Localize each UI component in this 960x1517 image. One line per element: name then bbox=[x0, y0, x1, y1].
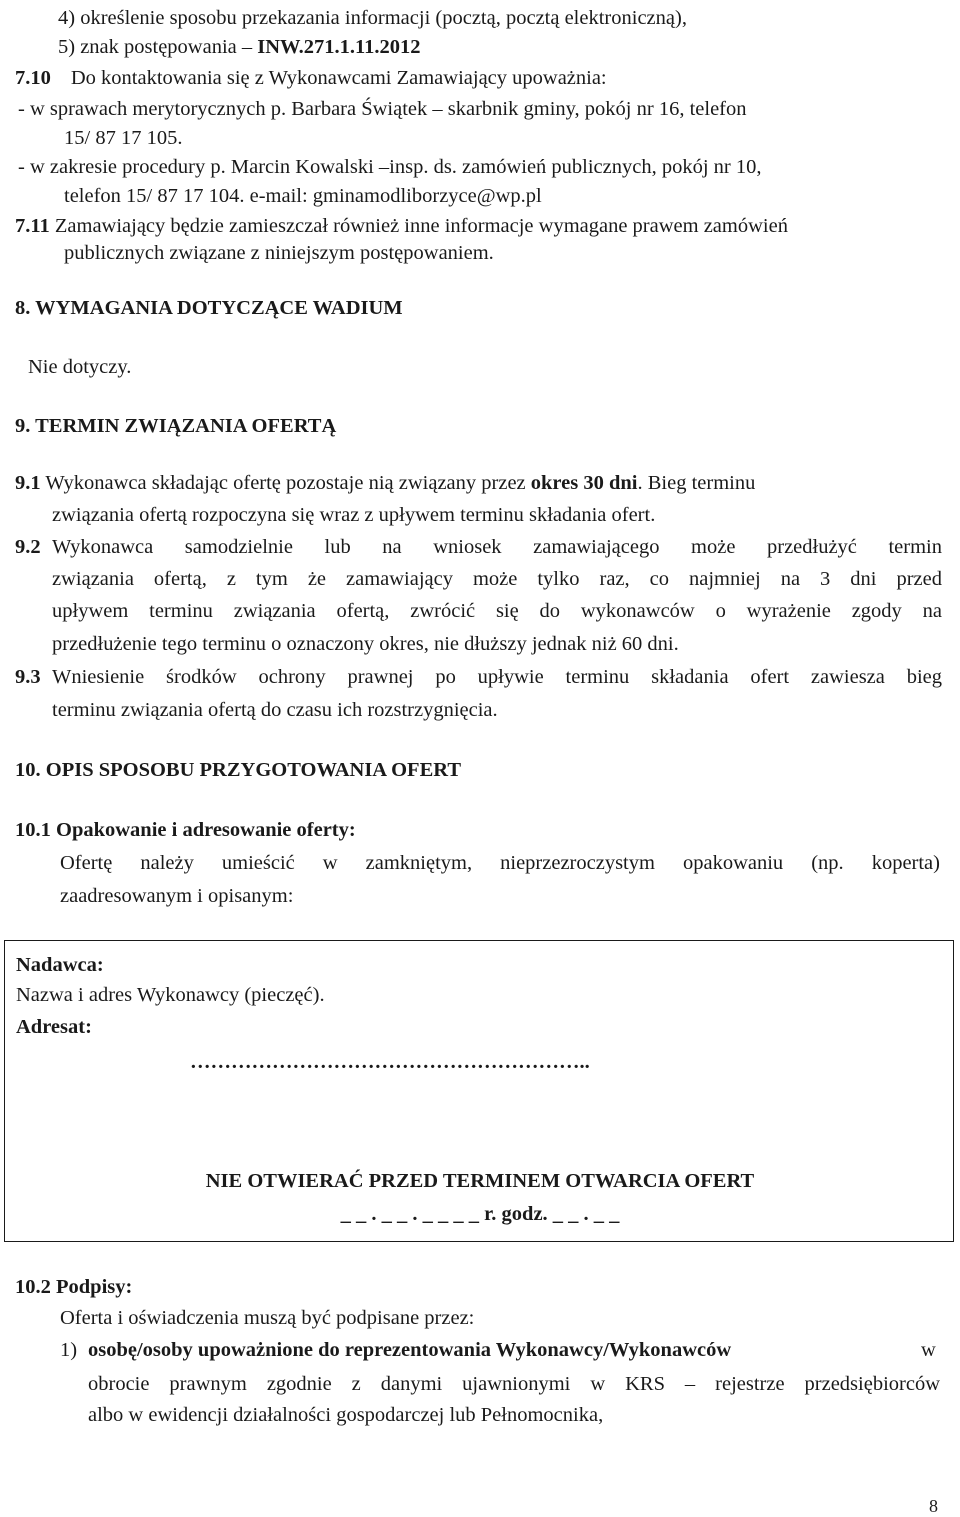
contact-merit-phone: 15/ 87 17 105. bbox=[64, 127, 183, 149]
sender-text: Nazwa i adres Wykonawcy (pieczęć). bbox=[16, 984, 325, 1006]
list-item-1-line-2: obrocie prawnym zgodnie z danymi ujawnionymi w KRS – rejestrze przedsiębiorców bbox=[88, 1373, 940, 1395]
date-time-line: _ _ . _ _ . _ _ _ _ r. godz. _ _ . _ _ bbox=[340, 1203, 620, 1225]
contact-procedure: - w zakresie procedury p. Marcin Kowalski –insp. ds. zamówień publicznych, pokój nr 10, bbox=[18, 156, 762, 178]
list-item-1-bold: osobę/osoby upoważnione do reprezentowania Wykonawcy/Wykonawców bbox=[88, 1339, 732, 1361]
page-number: 8 bbox=[929, 1496, 938, 1516]
heading-section-8: 8. WYMAGANIA DOTYCZĄCE WADIUM bbox=[15, 297, 403, 319]
item-5: 5) znak postępowania – INW.271.1.11.2012 bbox=[58, 36, 421, 58]
paragraph-9-3-line-1: Wniesienie środków ochrony prawnej po upływie terminu składania ofert zawiesza bieg bbox=[52, 666, 942, 688]
section-8-text: Nie dotyczy. bbox=[28, 356, 132, 378]
heading-section-10: 10. OPIS SPOSOBU PRZYGOTOWANIA OFERT bbox=[15, 759, 461, 781]
heading-10-2: 10.2 Podpisy: bbox=[15, 1276, 133, 1298]
addressee-dots: ………………………………………………….. bbox=[190, 1051, 590, 1073]
paragraph-9-3-num bbox=[15, 665, 41, 689]
paragraph-7-11: 7.11 Zamawiający będzie zamieszczał również inne informacje wymagane prawem zamówień bbox=[15, 215, 788, 237]
do-not-open-line: NIE OTWIERAĆ PRZED TERMINEM OTWARCIA OFERT bbox=[205, 1170, 755, 1192]
paragraph-7-11-cont: publicznych związane z niniejszym postępowaniem. bbox=[64, 242, 494, 264]
paragraph-9-3-number: 9.3 bbox=[15, 666, 41, 688]
paragraph-10-1-line-1: Ofertę należy umieścić w zamkniętym, nieprzezroczystym opakowaniu (np. koperta) bbox=[60, 852, 940, 874]
paragraph-9-2-line-2: związania ofertą, z tym że zamawiający może tylko raz, co najmniej na 3 dni przed bbox=[52, 568, 942, 590]
paragraph-9-3-line-2: terminu związania ofertą do czasu ich rozstrzygnięcia. bbox=[52, 699, 498, 721]
heading-section-9: 9. TERMIN ZWIĄZANIA OFERTĄ bbox=[15, 415, 337, 437]
contact-procedure-phone-email: telefon 15/ 87 17 104. e-mail: gminamodliborzyce@wp.pl bbox=[64, 185, 542, 207]
paragraph-9-2-line-4: przedłużenie tego terminu o oznaczony okres, nie dłuższy jednak niż 60 dni. bbox=[52, 633, 679, 655]
item-4: 4) określenie sposobu przekazania informacji (pocztą, pocztą elektroniczną), bbox=[58, 7, 687, 29]
paragraph-10-1-line-2: zaadresowanym i opisanym: bbox=[60, 885, 294, 907]
sender-label: Nadawca: bbox=[16, 954, 104, 976]
contact-merit: - w sprawach merytorycznych p. Barbara Świątek – skarbnik gminy, pokój nr 16, telefon bbox=[18, 98, 747, 120]
addressee-label: Adresat: bbox=[16, 1016, 92, 1038]
paragraph-9-2-line-1: Wykonawca samodzielnie lub na wniosek zamawiającego może przedłużyć termin bbox=[52, 536, 942, 558]
paragraph-10-2: Oferta i oświadczenia muszą być podpisane przez: bbox=[60, 1307, 475, 1329]
case-number: INW.271.1.11.2012 bbox=[257, 36, 421, 58]
list-item-1-number: 1) bbox=[60, 1339, 78, 1361]
paragraph-9-2-num bbox=[15, 535, 41, 559]
paragraph-9-1-cont: związania ofertą rozpoczyna się wraz z upływem terminu składania ofert. bbox=[52, 504, 656, 526]
list-item-1-line-3: albo w ewidencji działalności gospodarczej lub Pełnomocnika, bbox=[88, 1404, 604, 1426]
paragraph-7-10: 7.10 Do kontaktowania się z Wykonawcami Zamawiający upoważnia: bbox=[15, 67, 607, 89]
paragraph-9-2-line-3: upływem terminu związania ofertą, zwrócić się do wykonawców o wyrażenie zgody na bbox=[52, 600, 942, 622]
list-item-1-w: w bbox=[921, 1339, 936, 1361]
paragraph-9-1: 9.1 Wykonawca składając ofertę pozostaje nią związany przez okres 30 dni. Bieg terminu bbox=[15, 472, 756, 494]
paragraph-9-2-number: 9.2 bbox=[15, 536, 41, 558]
heading-10-1: 10.1 Opakowanie i adresowanie oferty: bbox=[15, 819, 356, 841]
